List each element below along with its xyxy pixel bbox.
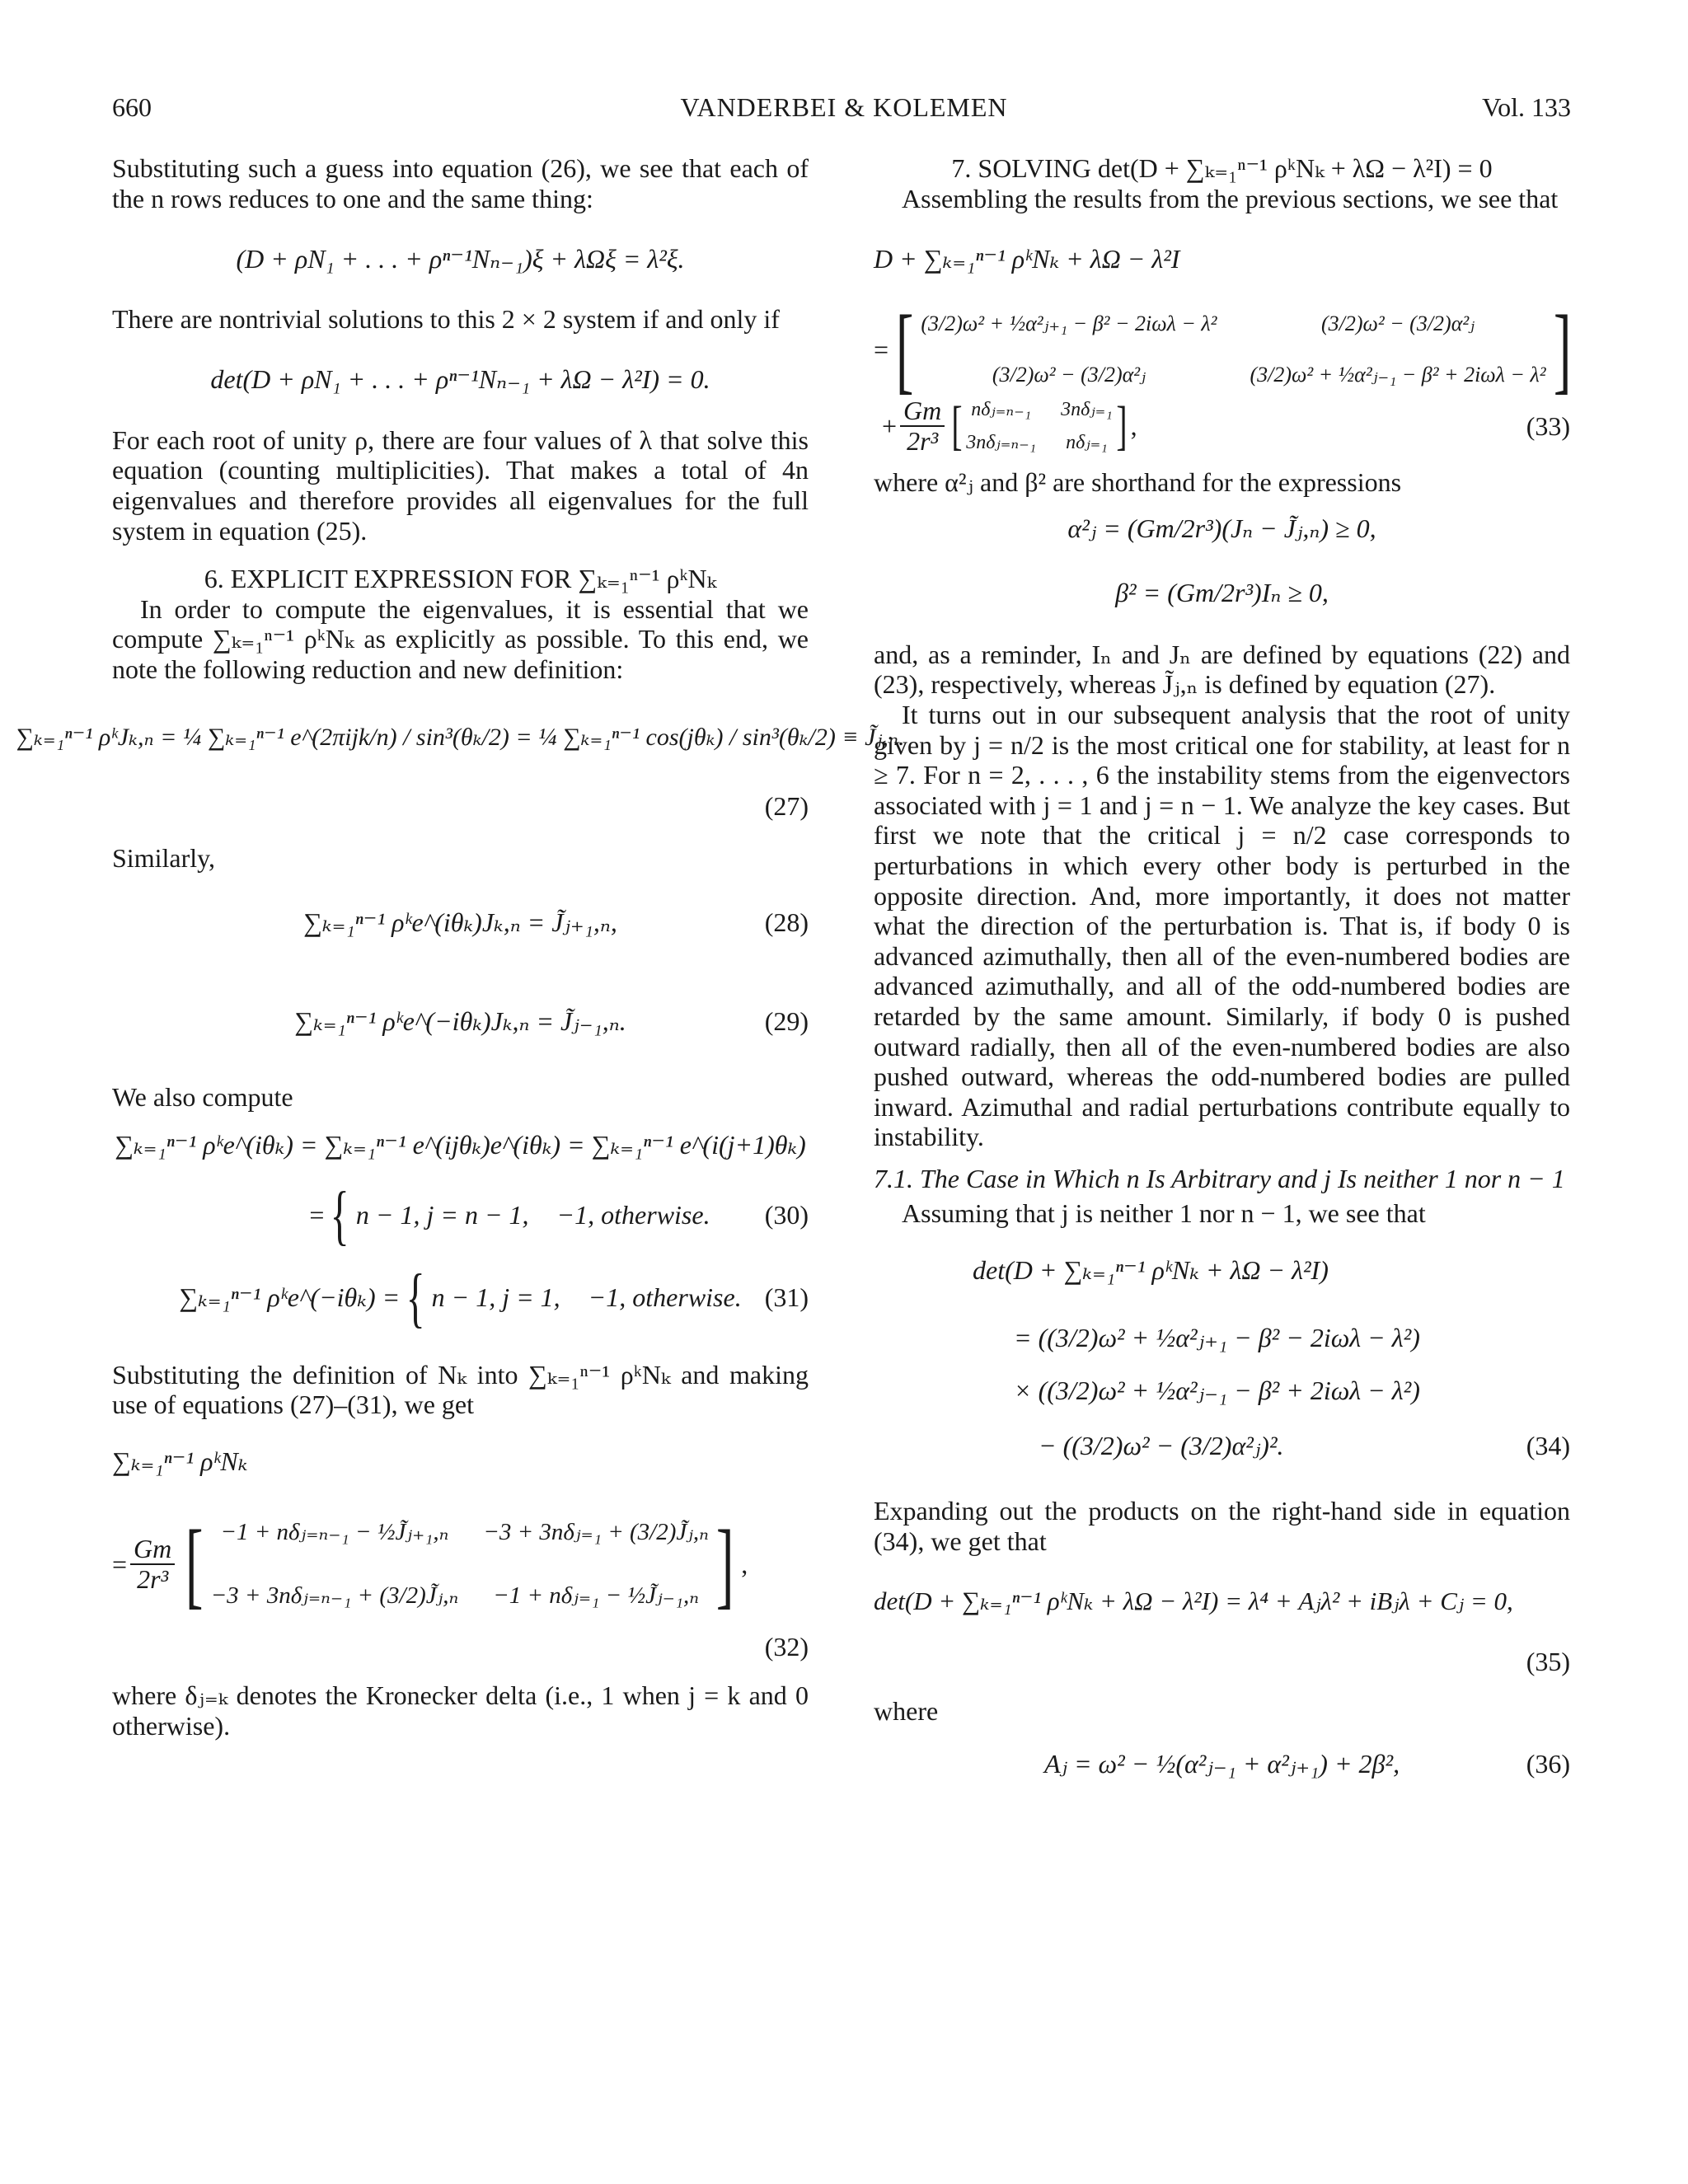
paragraph: where δⱼ₌ₖ denotes the Kronecker delta (i.e., 1 when j = k and 0 otherwise). [112, 1680, 809, 1741]
cases-30 [356, 1200, 710, 1230]
paragraph: Expanding out the products on the right-hand side in equation (34), we get that [874, 1496, 1570, 1556]
equation-36: Aⱼ = ω² − ½(α²ⱼ₋₁ + α²ⱼ₊₁) + 2β², [1043, 1748, 1400, 1779]
equation-30-line-1 [112, 1113, 809, 1179]
matrix-cell: nδⱼ₌₁ [1066, 432, 1108, 454]
equation-28: ∑ₖ₌₁ⁿ⁻¹ ρᵏe^(iθₖ)Jₖ,ₙ = J̃ⱼ₊₁,ₙ, [303, 907, 617, 937]
paragraph: Assembling the results from the previous sections, we see that [902, 183, 1559, 213]
equation-number-30: (30) [764, 1200, 809, 1230]
paragraph: For each root of unity ρ, there are four values of λ that solve this equation (counting multiplicities). That makes a total of 4n eigenvalues and therefore provides all eigenvalues for the full system in equation (25). [112, 424, 809, 546]
matrix-cell: (3/2)ω² + ½α²ⱼ₊₁ − β² − 2iωλ − λ² [921, 311, 1217, 335]
equals-sign: = [874, 334, 889, 364]
equation-31-lhs: ∑ₖ₌₁ⁿ⁻¹ ρᵏe^(−iθₖ) = [179, 1282, 401, 1313]
matrix-cell: −1 + nδⱼ₌ₙ₋₁ − ½J̃ⱼ₊₁,ₙ [220, 1519, 449, 1546]
paragraph: Substituting the definition of Nₖ into ∑ₖ₌₁ⁿ⁻¹ ρᵏNₖ and making use of equations (27)–(31), we get [112, 1359, 809, 1420]
section-heading-7: 7. SOLVING det(D + ∑ₖ₌₁ⁿ⁻¹ ρᵏNₖ + λΩ − λ²I) = 0 [951, 153, 1493, 183]
equation: det(D + ρN₁ + . . . + ρⁿ⁻¹Nₙ₋₁ + λΩ − λ²I) = 0. [210, 364, 710, 395]
equation-number-31: (31) [764, 1282, 809, 1313]
paragraph: In order to compute the eigenvalues, it is essential that we compute ∑ₖ₌₁ⁿ⁻¹ ρᵏNₖ as explicitly as possible. To this end, we note the following reduction and new definition: [112, 593, 809, 684]
paragraph: Substituting such a guess into equation (26), we see that each of the n rows reduces to one and the same thing: [112, 153, 809, 213]
case-1: n − 1, j = 1, [431, 1282, 560, 1313]
equation-29: ∑ₖ₌₁ⁿ⁻¹ ρᵏe^(−iθₖ)Jₖ,ₙ = J̃ⱼ₋₁,ₙ. [294, 1005, 626, 1036]
fraction-gm-2r3: $\frac{Gm}{\text{2r³}}$ [900, 396, 945, 456]
equation-beta: β² = (Gm/2r³)Iₙ ≥ 0, [1115, 578, 1329, 608]
bracket-right: ] [1116, 396, 1128, 457]
equation-number-29: (29) [764, 1005, 809, 1036]
equation-33-lhs: D + ∑ₖ₌₁ⁿ⁻¹ ρᵏNₖ + λΩ − λ²I [874, 243, 1180, 274]
fraction-gm-2r3: $\frac{Gm}{\text{2r³}}$ [130, 1535, 175, 1594]
case-2: −1, otherwise. [556, 1200, 710, 1230]
equation-36-row [874, 1727, 1570, 1801]
equation-34-row [874, 1417, 1570, 1474]
equation-27: ∑ₖ₌₁ⁿ⁻¹ ρᵏJₖ,ₙ = ¼ ∑ₖ₌₁ⁿ⁻¹ e^(2πijk/n) / sin³(θₖ/2) = ¼ ∑ₖ₌₁ⁿ⁻¹ cos(jθₖ) / sin³(θₖ/2) ≡ J̃ⱼ,ₙ. [16, 724, 905, 752]
cases-31 [432, 1282, 742, 1313]
equation-33-matrix-row [874, 295, 1571, 404]
matrix-33 [921, 309, 1545, 391]
equation-number-row [112, 1626, 809, 1667]
equation-34-line-4: − ((3/2)ω² − (3/2)α²ⱼ)². [1039, 1430, 1284, 1460]
equation-number-27: (27) [764, 791, 809, 822]
case-1: n − 1, j = n − 1, [355, 1200, 529, 1230]
matrix-cell: (3/2)ω² − (3/2)α²ⱼ [992, 363, 1146, 387]
bracket-left: [ [951, 396, 963, 457]
matrix-cell: −1 + nδⱼ₌₁ − ½J̃ⱼ₋₁,ₙ [493, 1582, 700, 1609]
equation-number-35: (35) [1526, 1646, 1570, 1676]
equation-number-34: (34) [1526, 1430, 1570, 1460]
equation-number-36: (36) [1526, 1748, 1570, 1779]
equation-number-32: (32) [764, 1631, 809, 1661]
equation-32-lhs: ∑ₖ₌₁ⁿ⁻¹ ρᵏNₖ [112, 1446, 248, 1476]
equation-33-row: + $\frac{Gm}{\text{2r³}}$ [ nδⱼ₌ₙ₋₁ 3nδⱼ₌₁ 3nδⱼ₌ₙ₋₁ nδⱼ₌₁ ] , (33) [874, 395, 1570, 457]
paragraph: where [874, 1696, 939, 1727]
equation-30-row [112, 1179, 809, 1253]
matrix-cell: −3 + 3nδⱼ₌₁ + (3/2)J̃ⱼ,ₙ [483, 1519, 709, 1546]
page-number: 660 [112, 92, 152, 122]
subsection-heading-7-1: 7.1. The Case in Which n Is Arbitrary and j Is neither 1 nor n − 1 [874, 1163, 1565, 1193]
equals-sign: = [112, 1549, 128, 1579]
running-title: VANDERBEI & KOLEMEN [680, 92, 1008, 122]
equation-number [112, 792, 809, 822]
bracket-right: ] [715, 1509, 734, 1618]
bracket-left: [ [185, 1509, 204, 1618]
equation-34-line-2: = ((3/2)ω² + ½α²ⱼ₊₁ − β² − 2iωλ − λ²) [1014, 1322, 1420, 1352]
section-heading-6: 6. EXPLICIT EXPRESSION FOR ∑ₖ₌₁ⁿ⁻¹ ρᵏNₖ [204, 564, 717, 594]
matrix-33b [966, 395, 1112, 458]
bracket-left: [ [895, 295, 914, 404]
paragraph: It turns out in our subsequent analysis that the root of unity given by j = n/2 is the most critical one for stability, at least for n ≥ 7. For n = 2, . . . , 6 the instability stems from the eigenvectors associated with j = 1 and j = n − 1. We analyze the key cases. But first we note that the critical j = n/2 case corresponds to perturbations in which every other body is perturbed in the opposite direction. And, more importantly, it does not matter what the direction of the perturbation is. That is, if body 0 is advanced azimuthally, then all of the even-numbered bodies are advanced azimuthally, and all of the odd-numbered bodies are retarded by the same amount. Similarly, if body 0 is pushed outward radially, then all of the even-numbered bodies are also pushed outward, whereas the odd-numbered bodies are pulled inward. Azimuthal and radial perturbations contribute equally to instability. [874, 699, 1570, 1152]
plus-sign: + [882, 410, 898, 441]
case-2: −1, otherwise. [588, 1282, 742, 1313]
paragraph: Assuming that j is neither 1 nor n − 1, we see that [902, 1198, 1426, 1229]
bracket-right: ] [1553, 295, 1571, 404]
paragraph: where α²ⱼ and β² are shorthand for the expressions [874, 467, 1402, 498]
paragraph: There are nontrivial solutions to this 2 × 2 system if and only if [112, 304, 780, 335]
equation-28-row [112, 873, 809, 972]
matrix-cell: nδⱼ₌ₙ₋₁ [971, 398, 1032, 420]
equation-31-row [112, 1253, 809, 1343]
equation-number-28: (28) [764, 907, 809, 937]
paragraph: and, as a reminder, Iₙ and Jₙ are defined by equations (22) and (23), respectively, whereas J̃ⱼ,ₙ is defined by equation (27). [874, 639, 1570, 700]
equation: (D + ρN₁ + . . . + ρⁿ⁻¹Nₙ₋₁)ξ + λΩξ = λ²ξ. [236, 243, 685, 274]
matrix-cell: 3nδⱼ₌ₙ₋₁ [966, 432, 1037, 454]
brace: { [331, 1179, 350, 1252]
equation-29-row [112, 972, 809, 1071]
paragraph: Similarly, [112, 842, 216, 873]
paragraph: We also compute [112, 1082, 293, 1113]
equation-35: det(D + ∑ₖ₌₁ⁿ⁻¹ ρᵏNₖ + λΩ − λ²I) = λ⁴ + Aⱼλ² + iBⱼλ + Cⱼ = 0, [874, 1586, 1513, 1615]
right-column [874, 153, 1570, 1801]
equation-34-line-1: det(D + ∑ₖ₌₁ⁿ⁻¹ ρᵏNₖ + λΩ − λ²I) [973, 1254, 1329, 1285]
matrix-32 [211, 1517, 709, 1610]
volume-label: Vol. 133 [1482, 92, 1571, 122]
equation-number-row [874, 1647, 1570, 1676]
equation-30a: ∑ₖ₌₁ⁿ⁻¹ ρᵏe^(iθₖ) = ∑ₖ₌₁ⁿ⁻¹ e^(ijθₖ)e^(iθₖ) = ∑ₖ₌₁ⁿ⁻¹ e^(i(j+1)θₖ) [115, 1130, 806, 1160]
brace: { [406, 1261, 425, 1334]
matrix-cell: −3 + 3nδⱼ₌ₙ₋₁ + (3/2)J̃ⱼ,ₙ [210, 1582, 459, 1609]
left-column [16, 153, 905, 1741]
matrix-cell: 3nδⱼ₌₁ [1061, 398, 1113, 420]
matrix-cell: (3/2)ω² − (3/2)α²ⱼ [1320, 311, 1475, 335]
equation-number-33: (33) [1526, 410, 1570, 441]
equals-sign: = [309, 1200, 325, 1230]
equation-34-line-3: × ((3/2)ω² + ½α²ⱼ₋₁ − β² + 2iωλ − λ²) [1014, 1375, 1420, 1405]
matrix-cell: (3/2)ω² + ½α²ⱼ₋₁ − β² + 2iωλ − λ² [1250, 363, 1546, 387]
equation-32-row: = $\frac{Gm}{\text{2r³}}$ [ −1 + nδⱼ₌ₙ₋₁ − ½J̃ⱼ₊₁,ₙ −3 + 3nδⱼ₌₁ + (3/2)J̃ⱼ,ₙ −3 + 3nδⱼ₌ₙ₋₁ + (3/2)J̃ⱼ,ₙ −1 + nδⱼ₌₁ − ½J̃ⱼ₋₁,ₙ ] , [112, 1509, 748, 1618]
equation-alpha: α²ⱼ = (Gm/2r³)(Jₙ − J̃ⱼ,ₙ) ≥ 0, [1067, 513, 1376, 544]
